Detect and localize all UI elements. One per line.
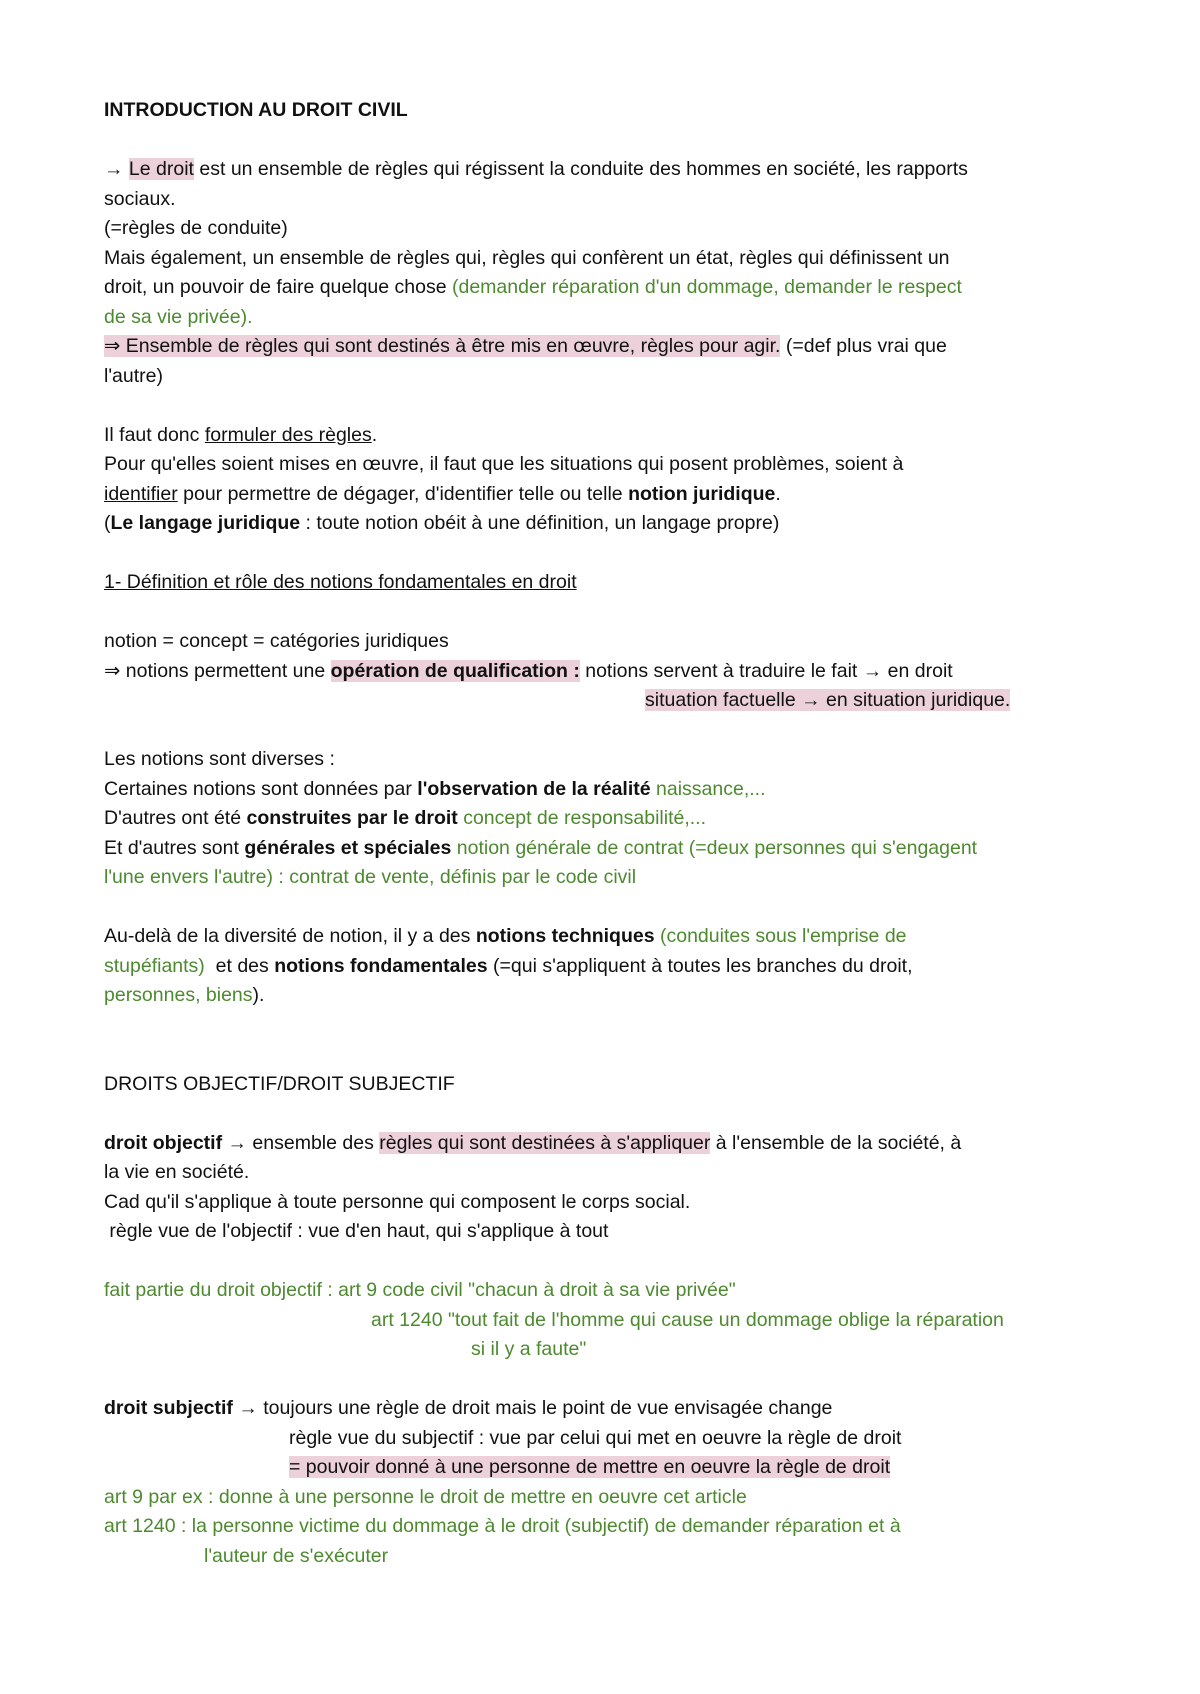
- paragraph-line: droit objectif → ensemble des règles qui sont destinées à s'appliquer à l'ensemble de la société, à: [104, 1131, 962, 1154]
- paragraph-line: règle vue du subjectif : vue par celui qui met en oeuvre la règle de droit: [289, 1426, 902, 1449]
- paragraph-line: ⇒ notions permettent une opération de qualification : notions servent à traduire le fait → en droit: [104, 659, 953, 682]
- paragraph-line: Il faut donc formuler des règles.: [104, 423, 378, 446]
- paragraph-line: personnes, biens).: [104, 984, 265, 1006]
- paragraph-line: Et d'autres sont générales et spéciales notion générale de contrat (=deux personnes qui s'engagent: [104, 836, 978, 859]
- paragraph-line: Certaines notions sont données par l'observation de la réalité naissance,...: [104, 777, 766, 800]
- paragraph-line: → Le droit est un ensemble de règles qui régissent la conduite des hommes en société, les rapports: [104, 158, 968, 180]
- paragraph-line: Au-delà de la diversité de notion, il y a des notions techniques (conduites sous l'emprise de: [104, 925, 907, 947]
- paragraph-line: l'autre): [104, 364, 163, 387]
- section-heading: 1- Définition et rôle des notions fondamentales en droit: [104, 571, 577, 593]
- paragraph-line: identifier pour permettre de dégager, d'identifier telle ou telle notion juridique.: [104, 482, 781, 505]
- paragraph-line: art 9 par ex : donne à une personne le droit de mettre en oeuvre cet article: [104, 1485, 747, 1508]
- paragraph-line: l'auteur de s'exécuter: [204, 1544, 389, 1567]
- paragraph-line: D'autres ont été construites par le droit concept de responsabilité,...: [104, 807, 707, 829]
- paragraph-line: Cad qu'il s'applique à toute personne qui composent le corps social.: [104, 1190, 691, 1213]
- highlight: ⇒ Ensemble de règles qui sont destinés à être mis en œuvre, règles pour agir.: [104, 335, 781, 357]
- paragraph-line: art 1240 "tout fait de l'homme qui cause un dommage oblige la réparation: [371, 1308, 1004, 1331]
- paragraph-line: sociaux.: [104, 187, 176, 210]
- paragraph-line: [104, 1453, 1100, 1483]
- highlight: situation factuelle → en situation juridique.: [645, 689, 1011, 711]
- highlight: = pouvoir donné à une personne de mettre en oeuvre la règle de droit: [289, 1456, 891, 1478]
- paragraph-line: ⇒ Ensemble de règles qui sont destinés à être mis en œuvre, règles pour agir. (=def plus vrai que: [104, 335, 947, 357]
- document-title: INTRODUCTION AU DROIT CIVIL: [104, 99, 408, 121]
- section-heading: DROITS OBJECTIF/DROIT SUBJECTIF: [104, 1072, 455, 1095]
- paragraph-line: (Le langage juridique : toute notion obéit à une définition, un langage propre): [104, 512, 780, 534]
- paragraph-line: stupéfiants) et des notions fondamentales (=qui s'appliquent à toutes les branches du droit,: [104, 954, 913, 977]
- highlight: Le droit: [128, 158, 194, 180]
- paragraph-line: la vie en société.: [104, 1161, 250, 1183]
- paragraph-line: [104, 686, 1100, 716]
- paragraph-line: art 1240 : la personne victime du dommage à le droit (subjectif) de demander réparation et à: [104, 1515, 901, 1537]
- paragraph-line: Les notions sont diverses :: [104, 748, 335, 770]
- paragraph-line: droit subjectif → toujours une règle de droit mais le point de vue envisagée change: [104, 1397, 833, 1419]
- paragraph-line: l'une envers l'autre) : contrat de vente, définis par le code civil: [104, 866, 637, 888]
- paragraph-line: si il y a faute": [471, 1338, 587, 1360]
- paragraph-line: de sa vie privée).: [104, 305, 253, 328]
- highlight: opération de qualification :: [330, 659, 580, 682]
- paragraph-line: règle vue de l'objectif : vue d'en haut, qui s'applique à tout: [104, 1220, 609, 1242]
- paragraph-line: fait partie du droit objectif : art 9 code civil "chacun à droit à sa vie privée": [104, 1279, 736, 1301]
- paragraph-line: (=règles de conduite): [104, 217, 288, 239]
- paragraph-line: droit, un pouvoir de faire quelque chose (demander réparation d'un dommage, demander le respect: [104, 276, 962, 298]
- highlight: règles qui sont destinées à s'appliquer: [379, 1131, 711, 1154]
- paragraph-line: notion = concept = catégories juridiques: [104, 630, 449, 652]
- paragraph-line: Pour qu'elles soient mises en œuvre, il faut que les situations qui posent problèmes, soient à: [104, 453, 904, 475]
- paragraph-line: Mais également, un ensemble de règles qui, règles qui confèrent un état, règles qui définissent un: [104, 246, 950, 269]
